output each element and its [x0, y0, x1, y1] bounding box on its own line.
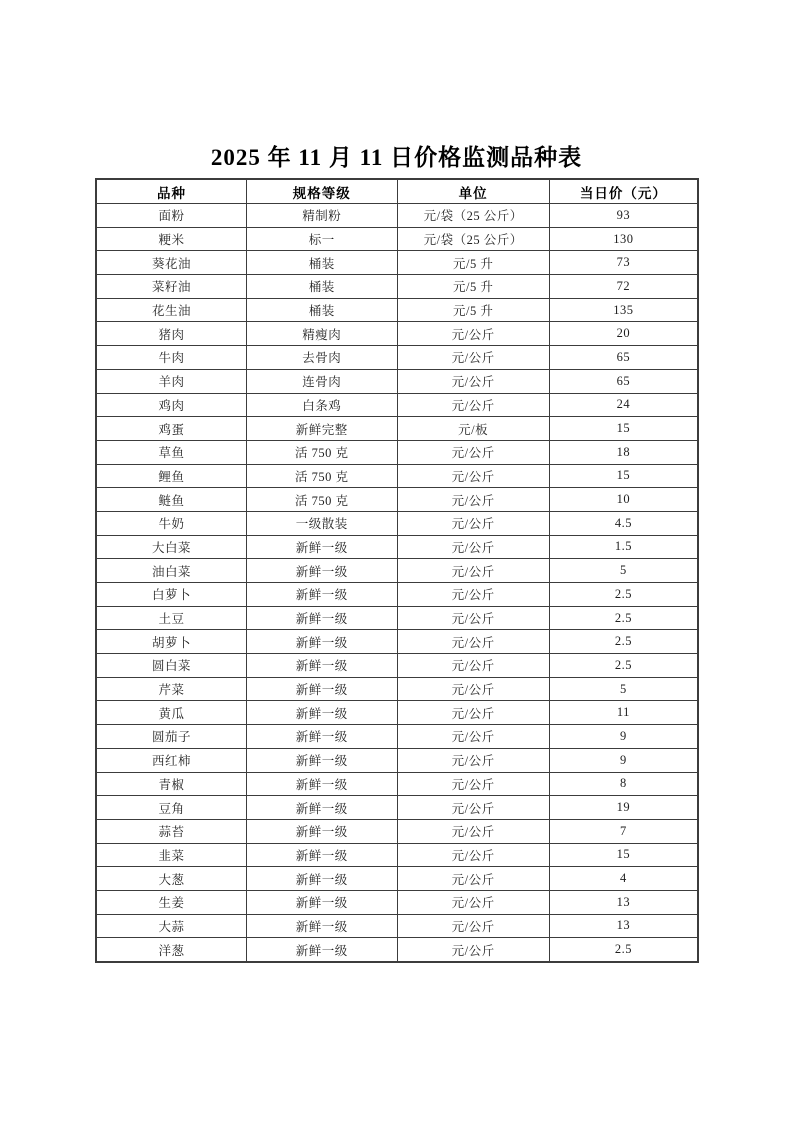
cell-variety: 鸡肉	[96, 393, 247, 417]
cell-spec-grade: 新鲜一级	[247, 535, 398, 559]
cell-spec-grade: 去骨肉	[247, 346, 398, 370]
cell-unit: 元/5 升	[397, 298, 549, 322]
cell-daily-price: 10	[549, 488, 698, 512]
cell-spec-grade: 新鲜一级	[247, 654, 398, 678]
table-row	[96, 511, 698, 535]
cell-unit: 元/5 升	[397, 275, 549, 299]
cell-variety: 芹菜	[96, 677, 247, 701]
cell-variety: 蒜苔	[96, 819, 247, 843]
table-row	[96, 606, 698, 630]
cell-variety: 油白菜	[96, 559, 247, 583]
table-row	[96, 725, 698, 749]
cell-unit: 元/袋（25 公斤）	[397, 227, 549, 251]
table-row	[96, 488, 698, 512]
cell-daily-price: 13	[549, 914, 698, 938]
cell-variety: 胡萝卜	[96, 630, 247, 654]
cell-spec-grade: 新鲜一级	[247, 606, 398, 630]
table-row	[96, 275, 698, 299]
cell-variety: 鲤鱼	[96, 464, 247, 488]
cell-variety: 土豆	[96, 606, 247, 630]
cell-spec-grade: 新鲜一级	[247, 630, 398, 654]
cell-daily-price: 11	[549, 701, 698, 725]
cell-daily-price: 135	[549, 298, 698, 322]
cell-unit: 元/公斤	[397, 630, 549, 654]
cell-variety: 鲢鱼	[96, 488, 247, 512]
cell-variety: 牛奶	[96, 511, 247, 535]
cell-spec-grade: 新鲜一级	[247, 819, 398, 843]
table-row	[96, 298, 698, 322]
cell-daily-price: 13	[549, 890, 698, 914]
table-row	[96, 843, 698, 867]
cell-spec-grade: 活 750 克	[247, 440, 398, 464]
cell-spec-grade: 桶装	[247, 298, 398, 322]
cell-daily-price: 93	[549, 204, 698, 228]
cell-spec-grade: 新鲜完整	[247, 417, 398, 441]
cell-unit: 元/公斤	[397, 938, 549, 962]
table-row	[96, 251, 698, 275]
cell-daily-price: 4.5	[549, 511, 698, 535]
cell-spec-grade: 新鲜一级	[247, 843, 398, 867]
table-row	[96, 559, 698, 583]
cell-spec-grade: 新鲜一级	[247, 867, 398, 891]
cell-variety: 猪肉	[96, 322, 247, 346]
table-row	[96, 630, 698, 654]
table-body	[96, 204, 698, 963]
cell-spec-grade: 新鲜一级	[247, 938, 398, 962]
cell-daily-price: 7	[549, 819, 698, 843]
header-spec-grade: 规格等级	[247, 179, 398, 204]
cell-daily-price: 15	[549, 464, 698, 488]
cell-variety: 黄瓜	[96, 701, 247, 725]
table-row	[96, 535, 698, 559]
cell-unit: 元/公斤	[397, 440, 549, 464]
cell-unit: 元/公斤	[397, 606, 549, 630]
table-row	[96, 938, 698, 962]
table-row	[96, 819, 698, 843]
cell-daily-price: 1.5	[549, 535, 698, 559]
cell-spec-grade: 新鲜一级	[247, 583, 398, 607]
cell-variety: 羊肉	[96, 369, 247, 393]
cell-daily-price: 2.5	[549, 654, 698, 678]
cell-daily-price: 73	[549, 251, 698, 275]
cell-spec-grade: 新鲜一级	[247, 796, 398, 820]
cell-variety: 粳米	[96, 227, 247, 251]
cell-spec-grade: 新鲜一级	[247, 701, 398, 725]
cell-variety: 韭菜	[96, 843, 247, 867]
cell-unit: 元/公斤	[397, 819, 549, 843]
cell-spec-grade: 连骨肉	[247, 369, 398, 393]
cell-variety: 草鱼	[96, 440, 247, 464]
cell-variety: 大葱	[96, 867, 247, 891]
cell-unit: 元/公斤	[397, 488, 549, 512]
cell-variety: 牛肉	[96, 346, 247, 370]
table-row	[96, 322, 698, 346]
cell-daily-price: 20	[549, 322, 698, 346]
cell-unit: 元/板	[397, 417, 549, 441]
cell-variety: 西红柿	[96, 748, 247, 772]
table-row	[96, 369, 698, 393]
table-row	[96, 867, 698, 891]
cell-unit: 元/5 升	[397, 251, 549, 275]
cell-daily-price: 130	[549, 227, 698, 251]
cell-spec-grade: 活 750 克	[247, 488, 398, 512]
cell-daily-price: 9	[549, 725, 698, 749]
cell-unit: 元/袋（25 公斤）	[397, 204, 549, 228]
table-row	[96, 748, 698, 772]
cell-variety: 大蒜	[96, 914, 247, 938]
cell-unit: 元/公斤	[397, 701, 549, 725]
cell-variety: 菜籽油	[96, 275, 247, 299]
table-row	[96, 440, 698, 464]
table-row	[96, 204, 698, 228]
cell-daily-price: 2.5	[549, 606, 698, 630]
header-daily-price: 当日价（元）	[549, 179, 698, 204]
cell-daily-price: 18	[549, 440, 698, 464]
cell-daily-price: 65	[549, 346, 698, 370]
cell-unit: 元/公斤	[397, 464, 549, 488]
cell-daily-price: 9	[549, 748, 698, 772]
cell-unit: 元/公斤	[397, 748, 549, 772]
cell-unit: 元/公斤	[397, 559, 549, 583]
cell-unit: 元/公斤	[397, 393, 549, 417]
cell-unit: 元/公斤	[397, 725, 549, 749]
cell-spec-grade: 新鲜一级	[247, 725, 398, 749]
cell-unit: 元/公斤	[397, 322, 549, 346]
cell-variety: 青椒	[96, 772, 247, 796]
cell-unit: 元/公斤	[397, 535, 549, 559]
cell-spec-grade: 精瘦肉	[247, 322, 398, 346]
cell-unit: 元/公斤	[397, 677, 549, 701]
table-row	[96, 772, 698, 796]
table-row	[96, 227, 698, 251]
cell-daily-price: 19	[549, 796, 698, 820]
cell-daily-price: 15	[549, 843, 698, 867]
cell-unit: 元/公斤	[397, 583, 549, 607]
cell-unit: 元/公斤	[397, 511, 549, 535]
cell-variety: 洋葱	[96, 938, 247, 962]
header-unit: 单位	[397, 179, 549, 204]
cell-daily-price: 2.5	[549, 938, 698, 962]
cell-daily-price: 24	[549, 393, 698, 417]
cell-daily-price: 4	[549, 867, 698, 891]
table-row	[96, 677, 698, 701]
cell-unit: 元/公斤	[397, 772, 549, 796]
cell-spec-grade: 活 750 克	[247, 464, 398, 488]
cell-spec-grade: 白条鸡	[247, 393, 398, 417]
table-header-row	[96, 179, 698, 204]
cell-variety: 大白菜	[96, 535, 247, 559]
cell-spec-grade: 新鲜一级	[247, 890, 398, 914]
cell-variety: 葵花油	[96, 251, 247, 275]
table-row	[96, 914, 698, 938]
table-row	[96, 464, 698, 488]
cell-variety: 圆白菜	[96, 654, 247, 678]
cell-spec-grade: 新鲜一级	[247, 559, 398, 583]
cell-unit: 元/公斤	[397, 890, 549, 914]
header-variety: 品种	[96, 179, 247, 204]
cell-unit: 元/公斤	[397, 914, 549, 938]
cell-daily-price: 2.5	[549, 583, 698, 607]
cell-variety: 面粉	[96, 204, 247, 228]
table-row	[96, 701, 698, 725]
cell-spec-grade: 桶装	[247, 251, 398, 275]
page-title: 2025 年 11 月 11 日价格监测品种表	[210, 145, 583, 170]
cell-variety: 鸡蛋	[96, 417, 247, 441]
table-row	[96, 417, 698, 441]
cell-spec-grade: 新鲜一级	[247, 772, 398, 796]
price-table	[95, 178, 699, 963]
cell-spec-grade: 一级散装	[247, 511, 398, 535]
cell-daily-price: 72	[549, 275, 698, 299]
cell-unit: 元/公斤	[397, 346, 549, 370]
table-row	[96, 890, 698, 914]
cell-unit: 元/公斤	[397, 654, 549, 678]
table-row	[96, 796, 698, 820]
cell-spec-grade: 精制粉	[247, 204, 398, 228]
cell-spec-grade: 标一	[247, 227, 398, 251]
cell-unit: 元/公斤	[397, 843, 549, 867]
cell-variety: 豆角	[96, 796, 247, 820]
table-row	[96, 346, 698, 370]
cell-daily-price: 5	[549, 677, 698, 701]
cell-unit: 元/公斤	[397, 867, 549, 891]
cell-daily-price: 15	[549, 417, 698, 441]
cell-spec-grade: 桶装	[247, 275, 398, 299]
cell-daily-price: 65	[549, 369, 698, 393]
cell-spec-grade: 新鲜一级	[247, 677, 398, 701]
cell-unit: 元/公斤	[397, 796, 549, 820]
table-row	[96, 583, 698, 607]
table-row	[96, 393, 698, 417]
cell-daily-price: 5	[549, 559, 698, 583]
cell-variety: 花生油	[96, 298, 247, 322]
cell-spec-grade: 新鲜一级	[247, 748, 398, 772]
cell-variety: 生姜	[96, 890, 247, 914]
table-row	[96, 654, 698, 678]
cell-daily-price: 2.5	[549, 630, 698, 654]
cell-unit: 元/公斤	[397, 369, 549, 393]
cell-variety: 白萝卜	[96, 583, 247, 607]
cell-daily-price: 8	[549, 772, 698, 796]
cell-spec-grade: 新鲜一级	[247, 914, 398, 938]
cell-variety: 圆茄子	[96, 725, 247, 749]
